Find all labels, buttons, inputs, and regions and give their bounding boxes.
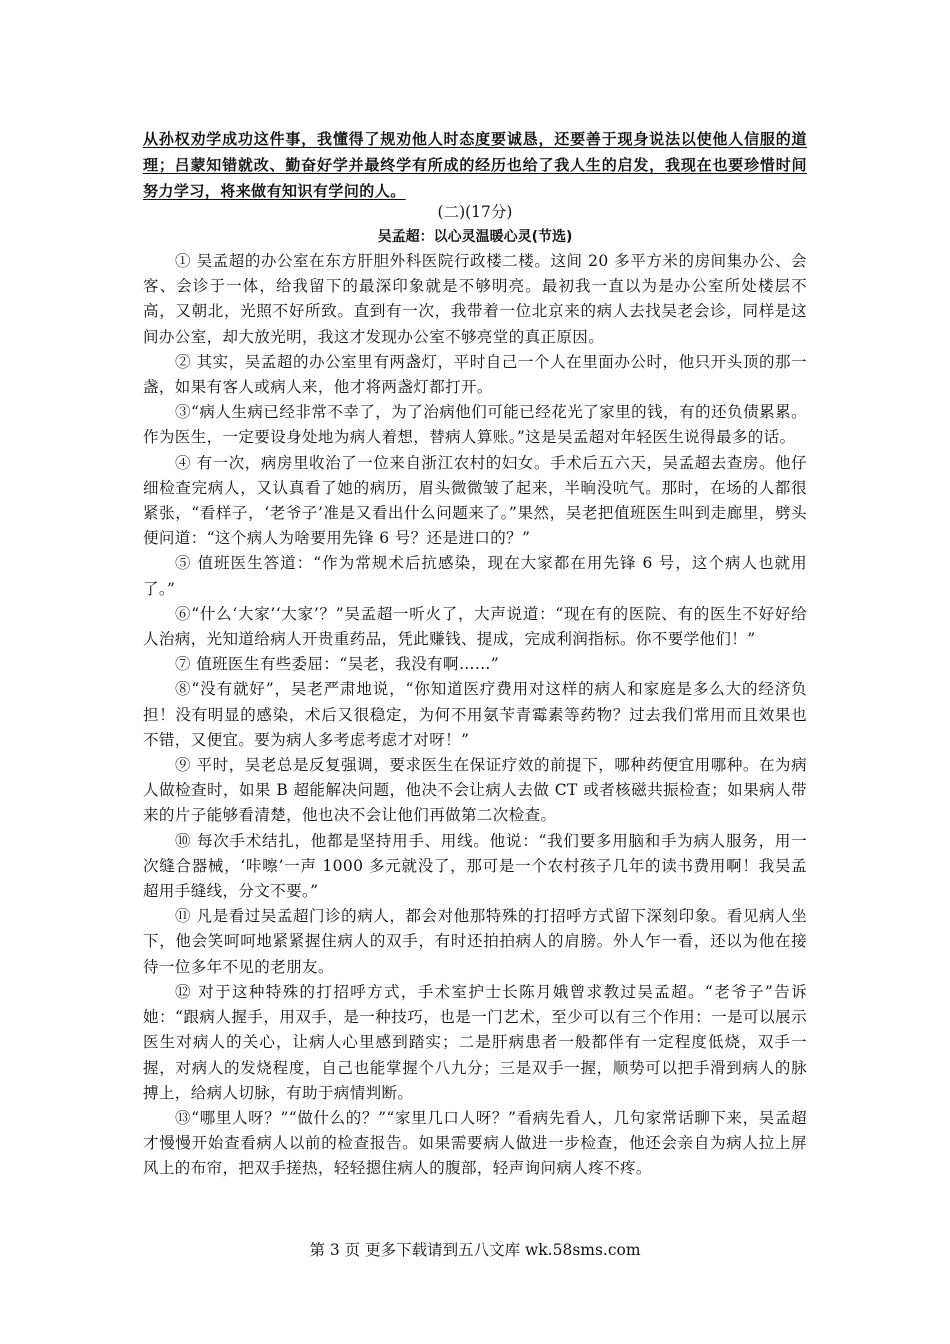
paragraph-11: ⑪ 凡是看过吴孟超门诊的病人，都会对他那特殊的打招呼方式留下深刻印象。看见病人坐下，他会笑呵呵地紧紧握住病人的双手，有时还拍拍病人的肩膀。外人乍一看，还以为他在接待一位多年不见的老朋友。 [143, 907, 807, 976]
paragraph-1: ① 吴孟超的办公室在东方肝胆外科医院行政楼二楼。这间 20 多平方米的房间集办公、会客、会诊于一体，给我留下的最深印象就是不够明亮。最初我一直以为是办公室所处楼层不高，又朝北，光照不好所致。直到有一次，我带着一位北京来的病人去找吴老会诊，同样是这间办公室，却大放光明，我这才发现办公室不够亮堂的真正原因。 [143, 252, 807, 346]
answer-text: 从孙权劝学成功这件事，我懂得了规劝他人时态度要诚恳，还要善于现身说法以使他人信服的道理；吕蒙知错就改、勤奋好学并最终学有所成的经历也给了我人生的启发，我现在也要珍惜时间努力学习，将来做有知识有学问的人。 [143, 130, 807, 200]
article-title: 吴孟超：以心灵温暖心灵(节选) [377, 229, 573, 245]
paragraph-6: ⑥“什么‘大家’‘大家’？”吴孟超一听火了，大声说道：“现在有的医院、有的医生不好好给人治病，光知道给病人开贵重药品，凭此赚钱、提成，完成利润指标。你不要学他们！” [143, 604, 807, 649]
paragraph-7: ⑦ 值班医生有些委屈：“吴老，我没有啊……” [175, 655, 500, 674]
paragraph-12: ⑫ 对于这种特殊的打招呼方式，手术室护士长陈月娥曾求教过吴孟超。“老爷子”告诉她：“跟病人握手，用双手，是一种技巧，也是一门艺术，至少可以有三个作用：一是可以展示医生对病人的关心，让病人心里感到踏实；二是肝病患者一般都伴有一定程度低烧，双手一握，对病人的发烧程度，自己也能掌握个八九分；三是双手一握，顺势可以把手滑到病人的脉搏上，给病人切脉，有助于病情判断。 [143, 982, 807, 1102]
paragraph-8: ⑧“没有就好”，吴老严肃地说，“你知道医疗费用对这样的病人和家庭是多么大的经济负担！没有明显的感染，术后又很稳定，为何不用氨苄青霉素等药物？过去我们常用而且效果也不错，又便宜。要为病人多考虑考虑才对呀！” [143, 680, 807, 749]
article-body [143, 249, 807, 1182]
paragraph-4: ④ 有一次，病房里收治了一位来自浙江农村的妇女。手术后五六天，吴孟超去查房。他仔细检查完病人，又认真看了她的病历，眉头微微皱了起来，半晌没吭气。那时，在场的人都很紧张，“看样子，‘老爷子’准是又看出什么问题来了。”果然，吴老把值班医生叫到走廊里，劈头便问道：“这个病人为啥要用先锋 6 号？还是进口的？” [143, 453, 807, 548]
paragraph-2: ② 其实，吴孟超的办公室里有两盏灯，平时自己一个人在里面办公时，他只开头顶的那一盏，如果有客人或病人来，他才将两盏灯都打开。 [143, 352, 807, 397]
paragraph-13: ⑬“哪里人呀？”“做什么的？”“家里几口人呀？”看病先看人，几句家常话聊下来，吴孟超才慢慢开始查看病人以前的检查报告。如果需要病人做进一步检查，他还会亲自为病人拉上屏风上的布帘，把双手搓热，轻轻摁住病人的腹部，轻声询问病人疼不疼。 [143, 1108, 807, 1178]
page-footer: 第 3 页 更多下载请到五八文库 wk.58sms.com [309, 1241, 641, 1259]
section-heading: (二)(17分) [437, 203, 513, 221]
paragraph-3: ③“病人生病已经非常不幸了，为了治病他们可能已经花光了家里的钱，有的还负债累累。作为医生，一定要设身处地为病人着想，替病人算账。”这是吴孟超对年轻医生说得最多的话。 [143, 403, 807, 447]
paragraph-5: ⑤ 值班医生答道：“作为常规术后抗感染，现在大家都在用先锋 6 号，这个病人也就用了。” [143, 554, 807, 598]
paragraph-10: ⑩ 每次手术结扎，他都是坚持用手、用线。他说：“我们要多用脑和手为病人服务，用一次缝合器械，‘咔嚓’一声 1000 多元就没了，那可是一个农村孩子几年的读书费用啊！我吴孟超用手缝线，分文不要。” [143, 831, 807, 901]
paragraph-9: ⑨ 平时，吴老总是反复强调，要求医生在保证疗效的前提下，哪种药便宜用哪种。在为病人做检查时，如果 B 超能解决问题，他决不会让病人去做 CT 或者核磁共振检查；如果病人带来的片子能够看清楚，他也决不会让他们再做第二次检查。 [143, 756, 807, 825]
